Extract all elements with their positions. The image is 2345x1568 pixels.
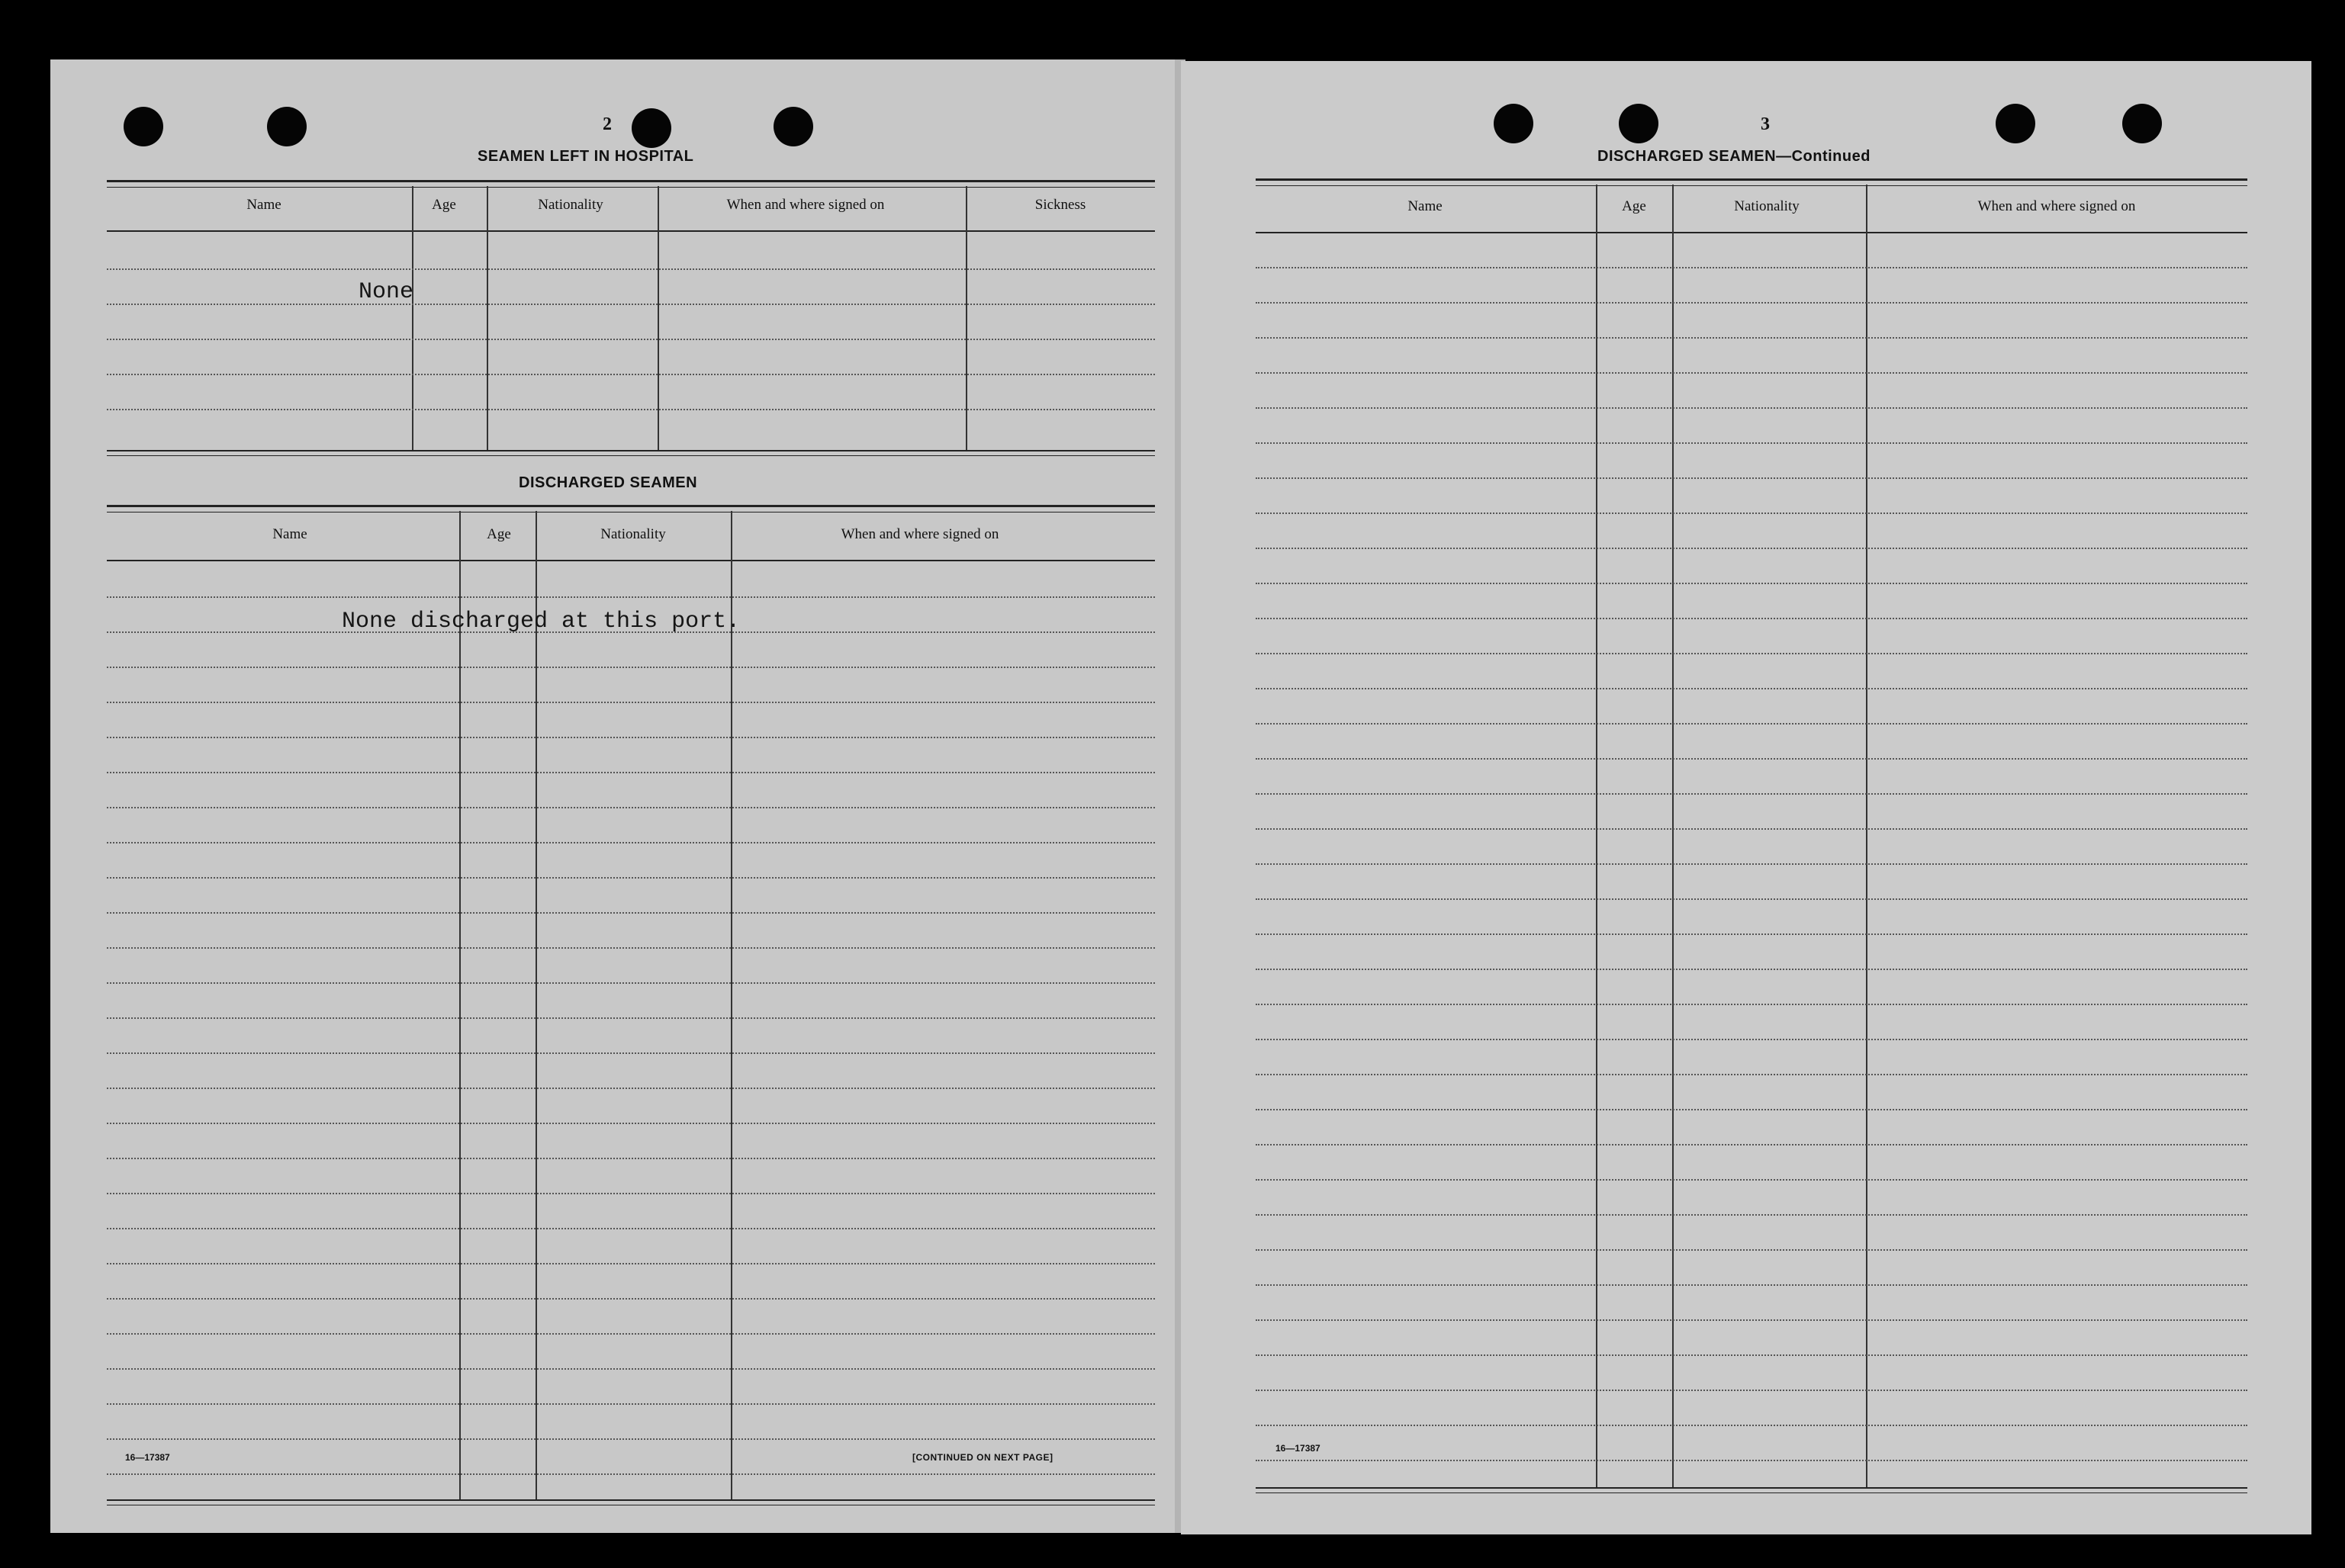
page-number: 2 — [603, 114, 612, 134]
column-header-age: Age — [487, 526, 511, 542]
right-page — [1181, 61, 2311, 1534]
punch-hole — [1494, 104, 1533, 143]
column-header-when-where-signed-on: When and where signed on — [1977, 198, 2136, 214]
typed-entry-none-discharged: None discharged at this port. — [342, 609, 741, 635]
section-title-discharged-seamen: DISCHARGED SEAMEN — [519, 474, 698, 491]
column-header-sickness: Sickness — [1034, 197, 1086, 213]
column-header-name: Name — [1407, 198, 1443, 214]
punch-hole — [267, 107, 307, 146]
punch-hole — [632, 108, 671, 148]
discharged-seamen-continued-table — [1256, 178, 2247, 1490]
punch-hole — [1996, 104, 2035, 143]
column-header-name: Name — [246, 197, 281, 213]
form-code: 16—17387 — [125, 1452, 170, 1463]
column-header-nationality: Nationality — [600, 526, 666, 542]
hospital-table — [107, 180, 1155, 511]
column-header-age: Age — [1622, 198, 1646, 214]
section-title-discharged-seamen-continued: DISCHARGED SEAMEN—Continued — [1597, 148, 1871, 165]
discharged-seamen-table — [107, 505, 1155, 1512]
column-header-nationality: Nationality — [538, 197, 603, 213]
page-number: 3 — [1761, 114, 1770, 134]
punch-hole — [2122, 104, 2162, 143]
section-title-seamen-left-in-hospital: SEAMEN LEFT IN HOSPITAL — [478, 148, 694, 165]
punch-hole — [1619, 104, 1658, 143]
form-code: 16—17387 — [1275, 1443, 1320, 1454]
left-page — [50, 59, 1179, 1533]
column-header-age: Age — [432, 197, 456, 213]
column-header-nationality: Nationality — [1734, 198, 1800, 214]
column-header-name: Name — [272, 526, 307, 542]
column-header-when-where-signed-on: When and where signed on — [841, 526, 999, 542]
column-header-when-where-signed-on: When and where signed on — [726, 197, 885, 213]
typed-entry-none: None — [359, 279, 414, 305]
punch-hole — [124, 107, 163, 146]
continued-on-next-page-note: [CONTINUED ON NEXT PAGE] — [912, 1452, 1053, 1463]
punch-hole — [774, 107, 813, 146]
